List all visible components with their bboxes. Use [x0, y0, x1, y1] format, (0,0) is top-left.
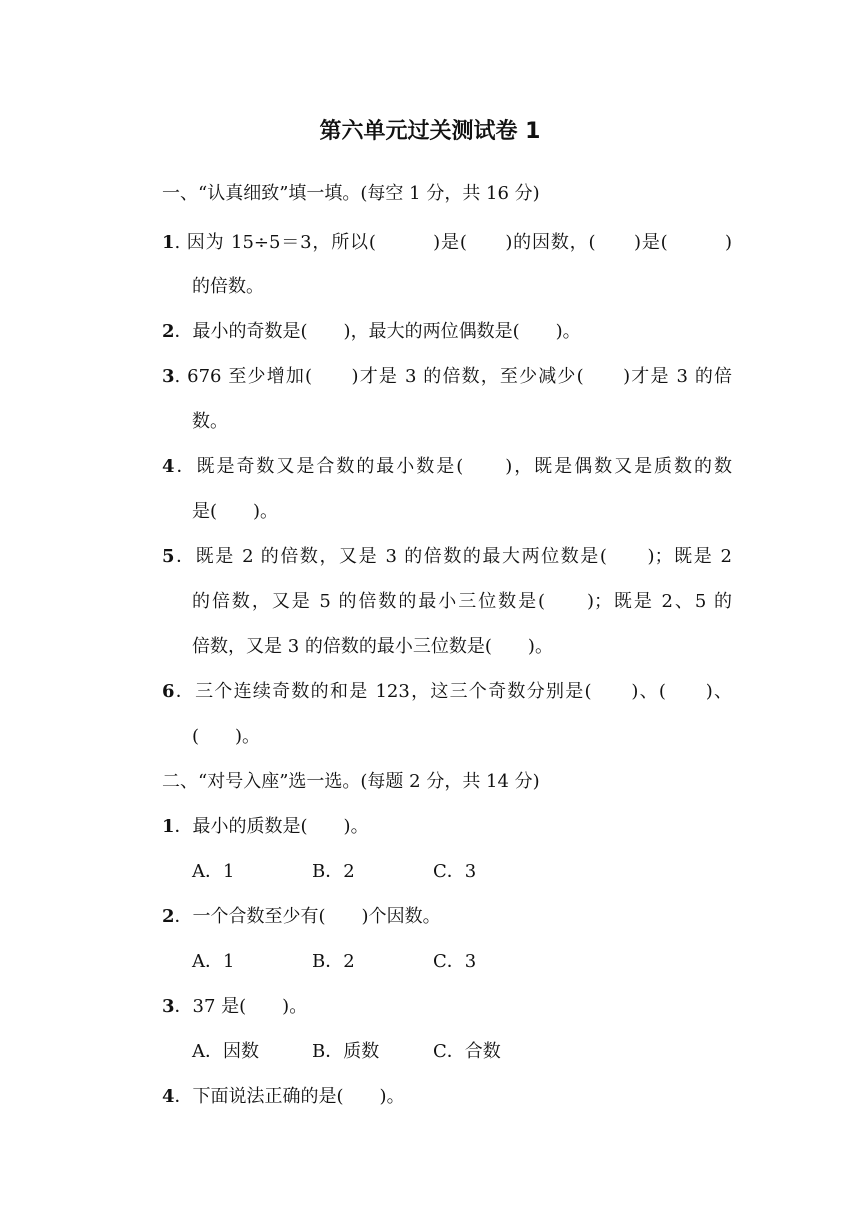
question-2-3 [162, 994, 732, 1020]
question-1-5 [162, 544, 732, 570]
question-1-3-continued: 数。 [192, 411, 228, 432]
question-1-5-continued: 的倍数，又是 5 的倍数的最小三位数是( )；既是 2、5 的 [192, 591, 732, 612]
option-a: A．因数 [192, 1041, 259, 1062]
option-b: B．2 [312, 861, 355, 882]
question-number: 1 [162, 232, 175, 253]
option-c: C．3 [433, 951, 477, 972]
question-text: ．最小的奇数是( )，最大的两位偶数是( )。 [174, 321, 581, 342]
option-c: C．合数 [433, 1041, 501, 1062]
question-number: 4 [162, 456, 175, 477]
question-number: 3 [162, 996, 175, 1017]
question-number: 6 [162, 681, 175, 702]
page-title: 第六单元过关测试卷 1 [319, 119, 541, 144]
question-2-2 [162, 904, 732, 930]
question-1-4 [162, 454, 732, 480]
question-1-6-continued: ( )。 [192, 726, 261, 747]
question-number: 3 [162, 366, 175, 387]
question-text: ．下面说法正确的是( )。 [174, 1086, 405, 1107]
question-number: 5 [162, 546, 175, 567]
question-1-1 [162, 230, 732, 256]
question-text: ．既是 2 的倍数，又是 3 的倍数的最大两位数是( )；既是 2 [174, 546, 732, 567]
option-b: B．质数 [312, 1041, 380, 1062]
section-1-heading: 一、“认真细致”填一填。(每空 1 分，共 16 分) [162, 183, 540, 204]
question-text: ．37 是( )。 [174, 996, 308, 1017]
question-text: . 676 至少增加( )才是 3 的倍数，至少减少( )才是 3 的倍 [174, 366, 732, 387]
question-number: 2 [162, 906, 175, 927]
question-2-4 [162, 1084, 732, 1110]
question-text: ．一个合数至少有( )个因数。 [174, 906, 441, 927]
option-b: B．2 [312, 951, 355, 972]
question-text: ．三个连续奇数的和是 123，这三个奇数分别是( )、( )、 [174, 681, 732, 702]
question-1-6 [162, 679, 732, 705]
question-number: 4 [162, 1086, 175, 1107]
option-a: A．1 [192, 861, 235, 882]
question-2-1 [162, 814, 732, 840]
question-1-1-continued: 的倍数。 [192, 276, 264, 297]
question-1-5-continued-2: 倍数，又是 3 的倍数的最小三位数是( )。 [192, 636, 553, 657]
question-text: ．最小的质数是( )。 [174, 816, 369, 837]
section-2-heading: 二、“对号入座”选一选。(每题 2 分，共 14 分) [162, 771, 540, 792]
question-number: 2 [162, 321, 175, 342]
option-c: C．3 [433, 861, 477, 882]
question-1-3 [162, 364, 732, 390]
question-text: . 因为 15÷5＝3，所以( )是( )的因数，( )是( ) [174, 232, 732, 253]
option-a: A．1 [192, 951, 235, 972]
question-1-2 [162, 319, 732, 345]
question-1-4-continued: 是( )。 [192, 501, 279, 522]
question-text: ．既是奇数又是合数的最小数是( )，既是偶数又是质数的数 [174, 456, 732, 477]
question-number: 1 [162, 816, 175, 837]
